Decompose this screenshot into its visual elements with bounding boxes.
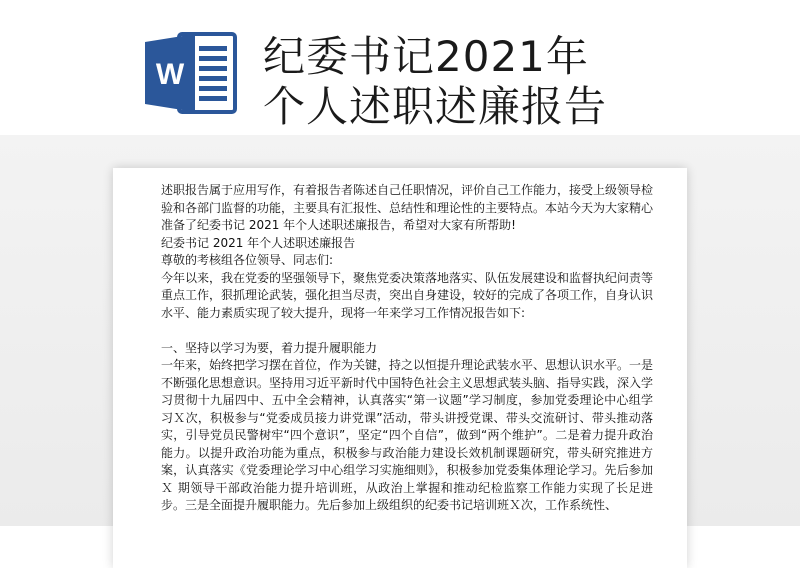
page-title (263, 32, 783, 132)
paragraph-intro: 述职报告属于应用写作，有着报告者陈述自己任职情况，评价自己工作能力，接受上级领导检验和各部门监督的功能，主要具有汇报性、总结性和理论性的主要特点。本站今天为大家精心准备了纪委书记 2021 年个人述职述廉报告，希望对大家有所帮助! (161, 183, 654, 232)
paragraph-opening: 今年以来，我在党委的坚强领导下，聚焦党委决策落地落实、队伍发展建设和监督执纪问责等重点工作，狠抓理论武装，强化担当尽责，突出自身建设，较好的完成了各项工作，自身认识水平、能力素质实现了较大提升，现将一年来学习工作情况报告如下: (161, 270, 654, 320)
paragraph-section-body: 一年来，始终把学习摆在首位，作为关键，持之以恒提升理论武装水平、思想认识水平。一是不断强化思想意识。坚持用习近平新时代中国特色社会主义思想武装头脑、指导实践，深入学习贯彻十九届四中、五中全会精神，认真落实“第一议题”学习制度，参加党委理论中心组学习Ｘ次，积极参与“党委成员接力讲党课”活动，带头讲授党课、带头交流研讨、带头推动落实，引导党员民警树牢“四个意识”，坚定“四个自信”，做到“两个维护”。二是着力提升政治能力。以提升政治功能为重点，积极参与政治能力建设长效机制课题研究，带头研究推进方案，认真落实《党委理论学习中心组学习实施细则》，积极参加党委集体理论学习。先后参加 Ｘ 期领导干部政治能力提升培训班，从政治上掌握和推动纪检监察工作能力实现了长足进步。三是全面提升履职能力。先后参加上级组织的纪委书记培训班Ｘ次，工作系统性、 (161, 358, 654, 512)
document-page (113, 168, 687, 568)
document-body (161, 182, 653, 515)
paragraph-blank (161, 322, 653, 340)
paragraph-salutation: 尊敬的考核组各位领导、同志们: (161, 253, 334, 267)
word-document-icon (143, 30, 241, 116)
title-line-1: 纪委书记2021年 (263, 32, 589, 81)
header-banner (0, 0, 800, 150)
paragraph-section-heading: 一、坚持以学习为要，着力提升履职能力 (161, 340, 378, 355)
svg-text:W: W (155, 58, 185, 91)
paragraph-doc-title: 纪委书记 2021 年个人述职述廉报告 (161, 235, 356, 250)
title-line-2: 个人述职述廉报告 (263, 82, 608, 131)
